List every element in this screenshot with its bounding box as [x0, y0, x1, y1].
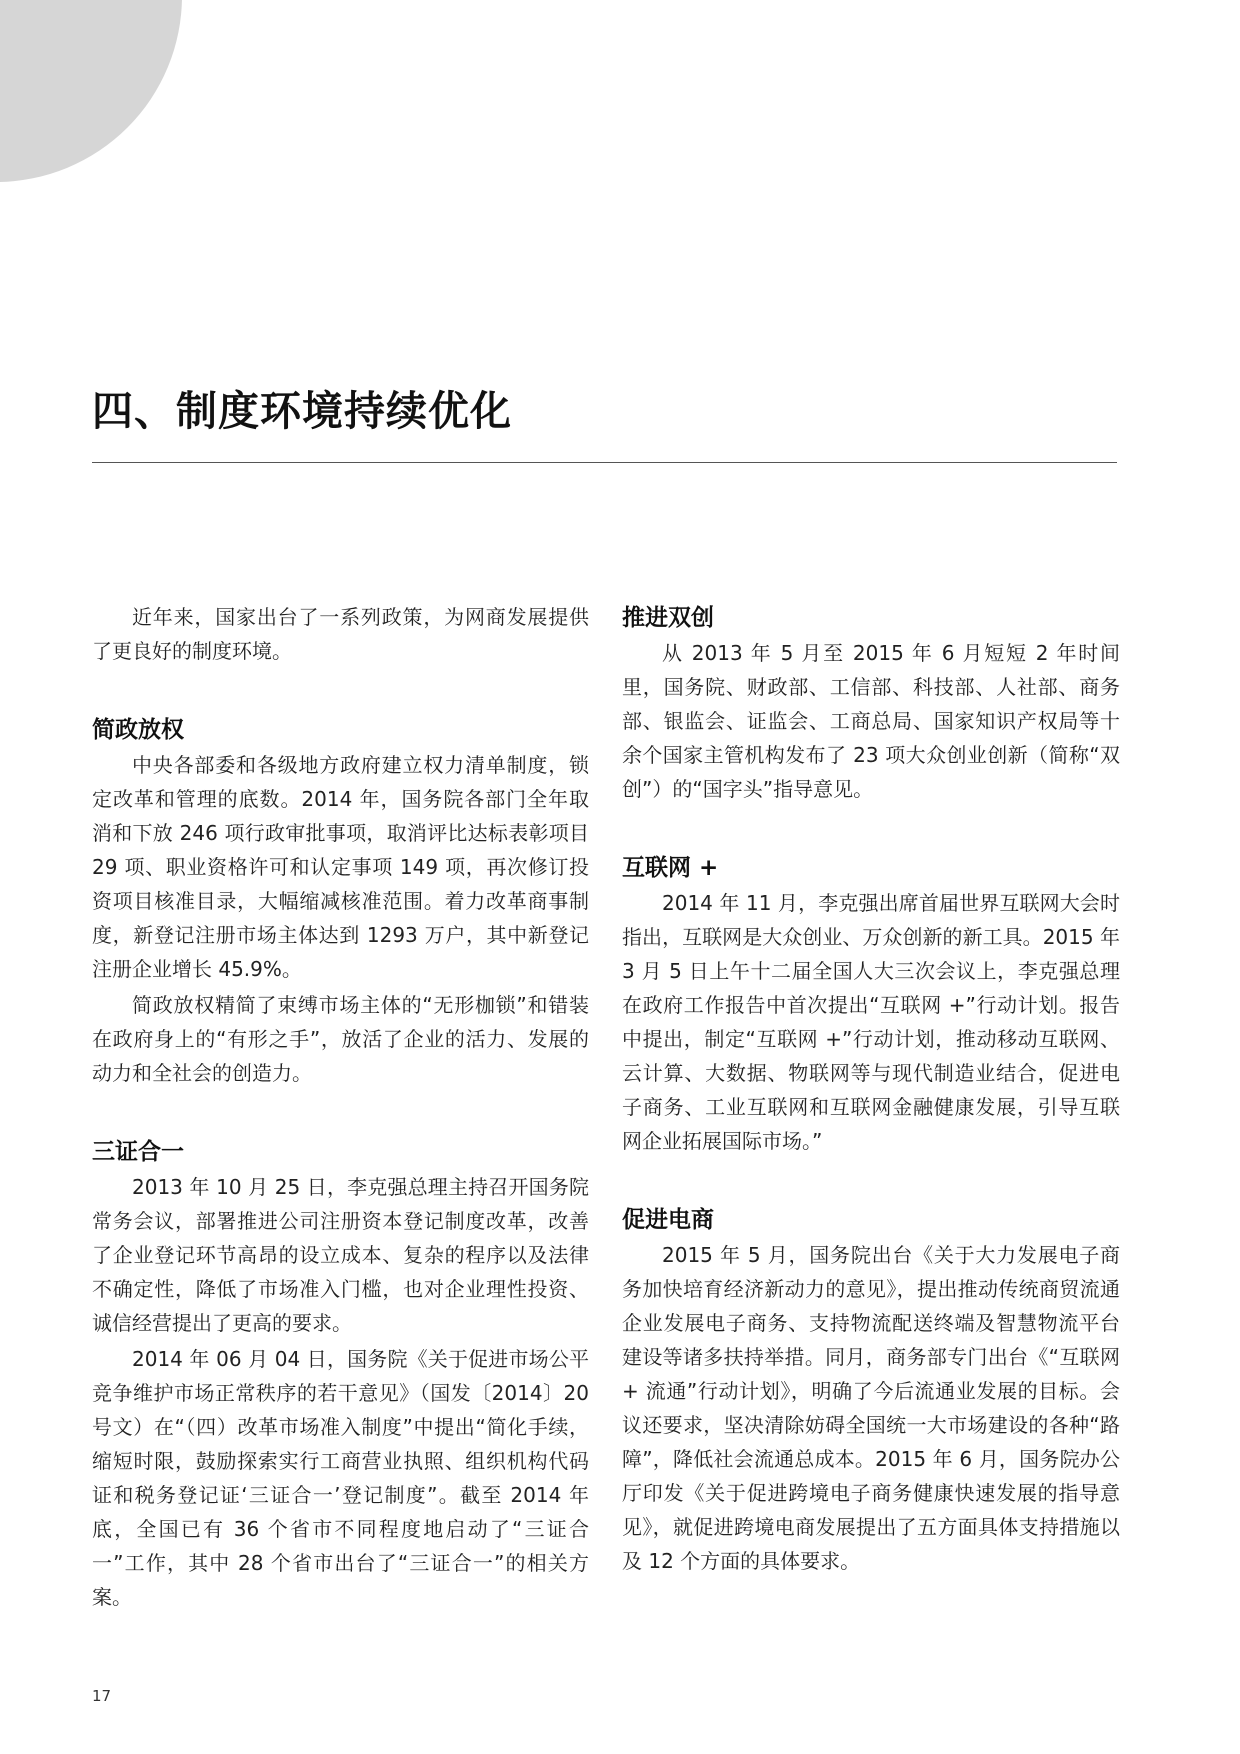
sanzheng-paragraph-2: 2014 年 06 月 04 日，国务院《关于促进市场公平竞争维护市场正常秩序的若干意见》（国发〔2014〕20 号文）在“（四）改革市场准入制度”中提出“简化手续，缩短时限，鼓励探索实行工商营业执照、组织机构代码证和税务登记证‘三证合一’登记制度”。截至 2014 年底，全国已有 36 个省市不同程度地启动了“三证合一”工作，其中 28 个省市出台了“三证合一”的相关方案。	[92, 1347, 589, 1609]
page-title: 四、制度环境持续优化	[92, 387, 512, 435]
jianzheng-paragraph-2: 简政放权精简了束缚市场主体的“无形枷锁”和错装在政府身上的“有形之手”，放活了企业的活力、发展的动力和全社会的创造力。	[92, 993, 589, 1085]
section-heading-hulianwang: 互联网 +	[622, 855, 719, 881]
dianshang-paragraph-1: 2015 年 5 月，国务院出台《关于大力发展电子商务加快培育经济新动力的意见》，提出推动传统商贸流通企业发展电子商务、支持物流配送终端及智慧物流平台建设等诸多扶持举措。同月，商务部专门出台《“互联网 + 流通”行动计划》，明确了今后流通业发展的目标。会议还要求，坚决清除妨碍全国统一大市场建设的各种“路障”，降低社会流通总成本。2015 年 6 月，国务院办公厅印发《关于促进跨境电子商务健康快速发展的指导意见》，就促进跨境电商发展提出了五方面具体支持措施以及 12 个方面的具体要求。	[622, 1243, 1120, 1573]
title-divider	[92, 462, 1117, 463]
right-column	[622, 600, 1120, 1578]
section-heading-jianzheng: 简政放权	[92, 717, 184, 743]
jianzheng-paragraph-1: 中央各部委和各级地方政府建立权力清单制度，锁定改革和管理的底数。2014 年，国务院各部门全年取消和下放 246 项行政审批事项，取消评比达标表彰项目 29 项、职业资格许可和认定事项 149 项，再次修订投资项目核准目录，大幅缩减核准范围。着力改革商事制度，新登记注册市场主体达到 1293 万户，其中新登记注册企业增长 45.9%。	[92, 753, 589, 981]
intro-paragraph: 近年来，国家出台了一系列政策，为网商发展提供了更良好的制度环境。	[92, 605, 589, 663]
left-column	[92, 600, 589, 1614]
section-heading-dianshang: 促进电商	[622, 1207, 714, 1233]
hulianwang-paragraph-1: 2014 年 11 月，李克强出席首届世界互联网大会时指出，互联网是大众创业、万众创新的新工具。2015 年 3 月 5 日上午十二届全国人大三次会议上，李克强总理在政府工作报告中首次提出“互联网 +”行动计划。报告中提出，制定“互联网 +”行动计划，推动移动互联网、云计算、大数据、物联网等与现代制造业结合，促进电子商务、工业互联网和互联网金融健康发展，引导互联网企业拓展国际市场。”	[622, 891, 1120, 1153]
section-heading-shuangchuang: 推进双创	[622, 605, 714, 631]
section-heading-sanzheng: 三证合一	[92, 1139, 184, 1165]
corner-decoration	[0, 0, 182, 182]
page-number: 17	[92, 1687, 112, 1705]
shuangchuang-paragraph-1: 从 2013 年 5 月至 2015 年 6 月短短 2 年时间里，国务院、财政部、工信部、科技部、人社部、商务部、银监会、证监会、工商总局、国家知识产权局等十余个国家主管机构发布了 23 项大众创业创新（简称“双创”）的“国字头”指导意见。	[622, 641, 1120, 801]
sanzheng-paragraph-1: 2013 年 10 月 25 日，李克强总理主持召开国务院常务会议，部署推进公司注册资本登记制度改革，改善了企业登记环节高昂的设立成本、复杂的程序以及法律不确定性，降低了市场准入门槛，也对企业理性投资、诚信经营提出了更高的要求。	[92, 1175, 589, 1335]
